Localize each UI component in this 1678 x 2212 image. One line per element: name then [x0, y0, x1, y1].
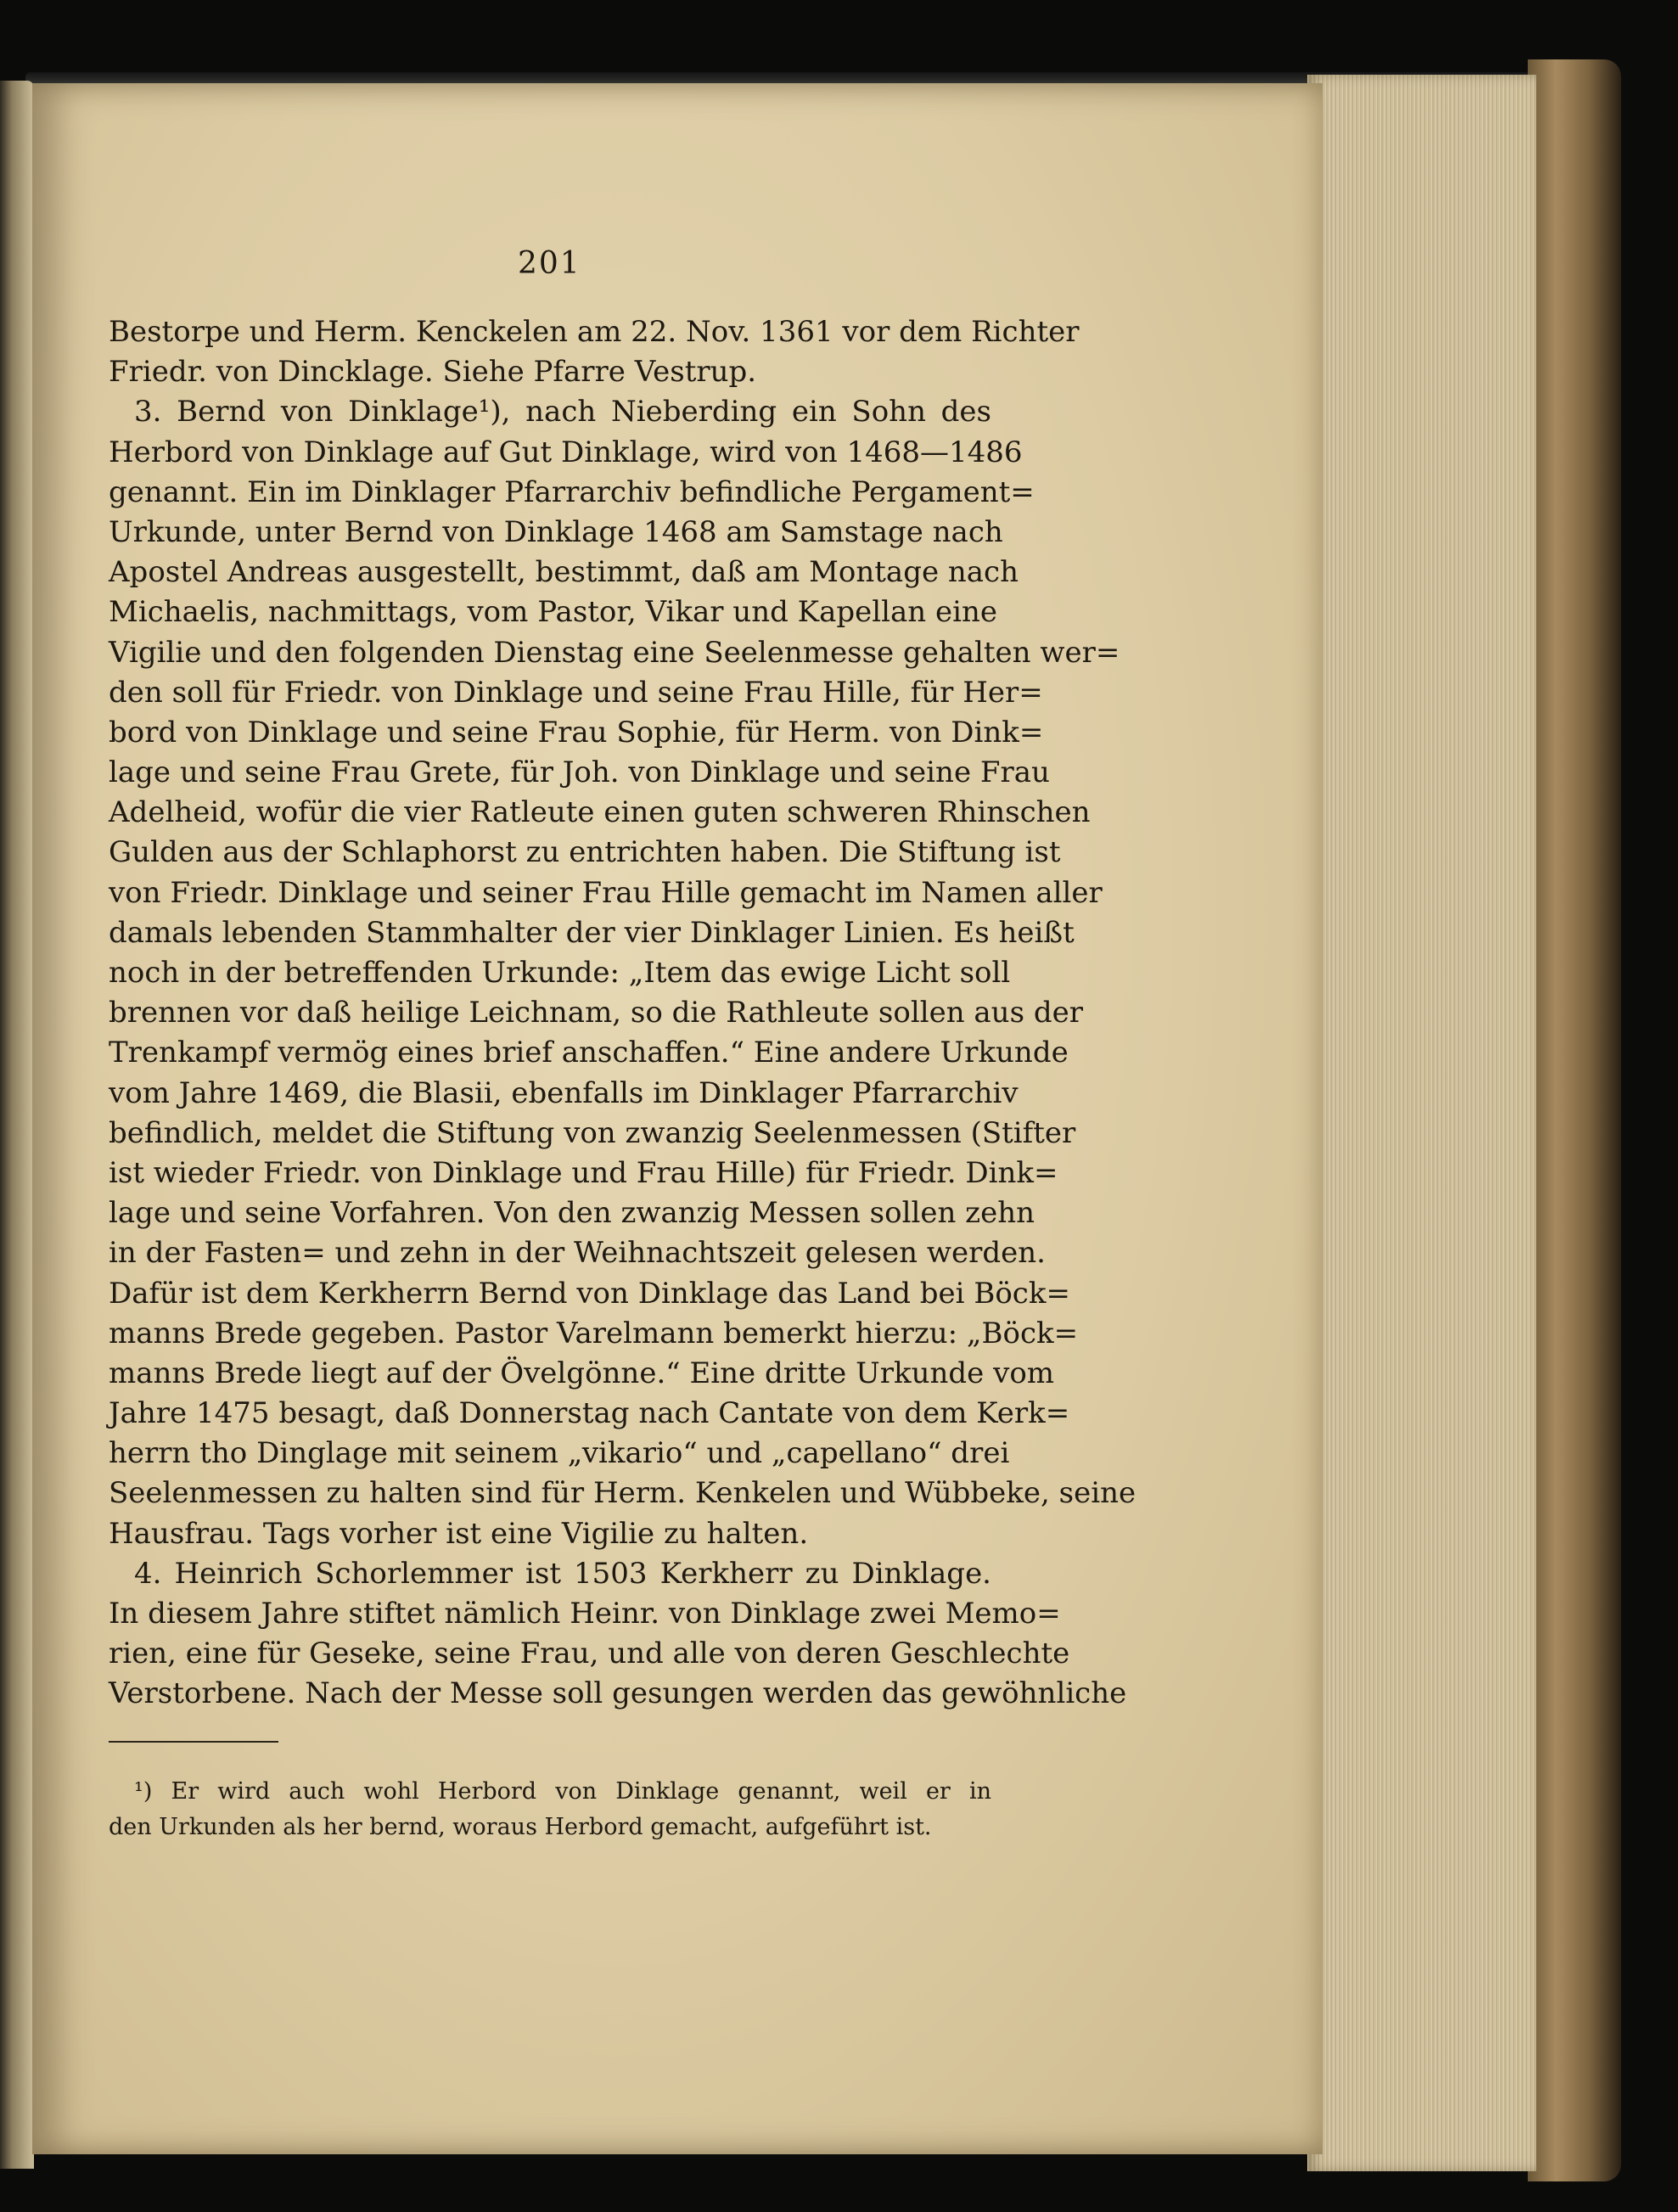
footnote-rule	[109, 1741, 278, 1743]
book-cover-edge	[1528, 59, 1621, 2181]
text-line: genannt. Ein im Dinklager Pfarrarchiv befindliche Pergament=	[109, 474, 1035, 509]
text-line: Friedr. von Dincklage. Siehe Pfarre Vestrup.	[109, 355, 757, 390]
text-line: Vigilie und den folgenden Dienstag eine Seelenmesse gehalten wer=	[109, 635, 1120, 670]
text-line: manns Brede gegeben. Pastor Varelmann bemerkt hierzu: „Böck=	[109, 1316, 1079, 1350]
text-line: Bestorpe und Herm. Kenckelen am 22. Nov. 1361 vor dem Richter	[109, 315, 1080, 349]
text-line: 4. Heinrich Schorlemmer ist 1503 Kerkherr zu Dinklage.	[134, 1556, 991, 1591]
text-line: Trenkampf vermög eines brief anschaffen.“ Eine andere Urkunde	[109, 1036, 1069, 1070]
text-line: rien, eine für Geseke, seine Frau, und alle von deren Geschlechte	[109, 1637, 1070, 1671]
text-line: Michaelis, nachmittags, vom Pastor, Vikar und Kapellan eine	[109, 595, 997, 630]
text-line: Dafür ist dem Kerkherrn Bernd von Dinklage das Land bei Böck=	[109, 1276, 1070, 1311]
text-line: In diesem Jahre stiftet nämlich Heinr. von Dinklage zwei Memo=	[109, 1597, 1061, 1631]
footnotes	[109, 1774, 991, 1845]
left-page-edge	[0, 81, 34, 2169]
footnote-line: ¹) Er wird auch wohl Herbord von Dinklage genannt, weil er in	[134, 1778, 991, 1805]
text-line: lage und seine Frau Grete, für Joh. von Dinklage und seine Frau	[109, 755, 1050, 790]
text-line: noch in der betreffenden Urkunde: „Item das ewige Licht soll	[109, 956, 1011, 990]
text-line: vom Jahre 1469, die Blasii, ebenfalls im Dinklager Pfarrarchiv	[109, 1075, 1019, 1110]
text-line: manns Brede liegt auf der Övelgönne.“ Eine dritte Urkunde vom	[109, 1356, 1055, 1390]
text-line: Jahre 1475 besagt, daß Donnerstag nach Cantate von dem Kerk=	[109, 1396, 1070, 1431]
text-line: lage und seine Vorfahren. Von den zwanzig Messen sollen zehn	[109, 1196, 1035, 1231]
text-line: damals lebenden Stammhalter der vier Dinklager Linien. Es heißt	[109, 915, 1075, 950]
text-line: Seelenmessen zu halten sind für Herm. Kenkelen und Wübbeke, seine	[109, 1476, 1136, 1511]
text-line: Herbord von Dinklage auf Gut Dinklage, wird von 1468—1486	[109, 435, 1023, 469]
footnote-line: den Urkunden als her bernd, woraus Herbord gemacht, aufgeführt ist.	[109, 1814, 932, 1840]
text-line: Hausfrau. Tags vorher ist eine Vigilie zu halten.	[109, 1516, 809, 1551]
text-line: den soll für Friedr. von Dinklage und seine Frau Hille, für Her=	[109, 675, 1043, 710]
text-line: Verstorbene. Nach der Messe soll gesungen werden das gewöhnliche	[109, 1676, 1127, 1711]
text-line: 3. Bernd von Dinklage¹), nach Nieberding ein Sohn des	[134, 395, 991, 429]
text-line: in der Fasten= und zehn in der Weihnachtszeit gelesen werden.	[109, 1236, 1046, 1271]
text-line: Urkunde, unter Bernd von Dinklage 1468 am Samstage nach	[109, 514, 1003, 549]
page-block-edges	[1307, 75, 1536, 2171]
text-line: von Friedr. Dinklage und seiner Frau Hille gemacht im Namen aller	[109, 875, 1103, 910]
body-text	[109, 312, 1136, 1715]
text-line: befindlich, meldet die Stiftung von zwanzig Seelenmessen (Stifter	[109, 1115, 1076, 1150]
text-line: Adelheid, wofür die vier Ratleute einen guten schweren Rhinschen	[109, 795, 1091, 830]
text-line: Gulden aus der Schlaphorst zu entrichten haben. Die Stiftung ist	[109, 835, 1061, 870]
text-line: Apostel Andreas ausgestellt, bestimmt, daß am Montage nach	[109, 555, 1019, 590]
page-number: 201	[518, 246, 581, 281]
text-line: bord von Dinklage und seine Frau Sophie, für Herm. von Dink=	[109, 715, 1044, 749]
text-line: ist wieder Friedr. von Dinklage und Frau Hille) für Friedr. Dink=	[109, 1155, 1058, 1190]
text-line: brennen vor daß heilige Leichnam, so die Rathleute sollen aus der	[109, 996, 1083, 1030]
text-line: herrn tho Dinglage mit seinem „vikario“ und „capellano“ drei	[109, 1436, 1010, 1471]
